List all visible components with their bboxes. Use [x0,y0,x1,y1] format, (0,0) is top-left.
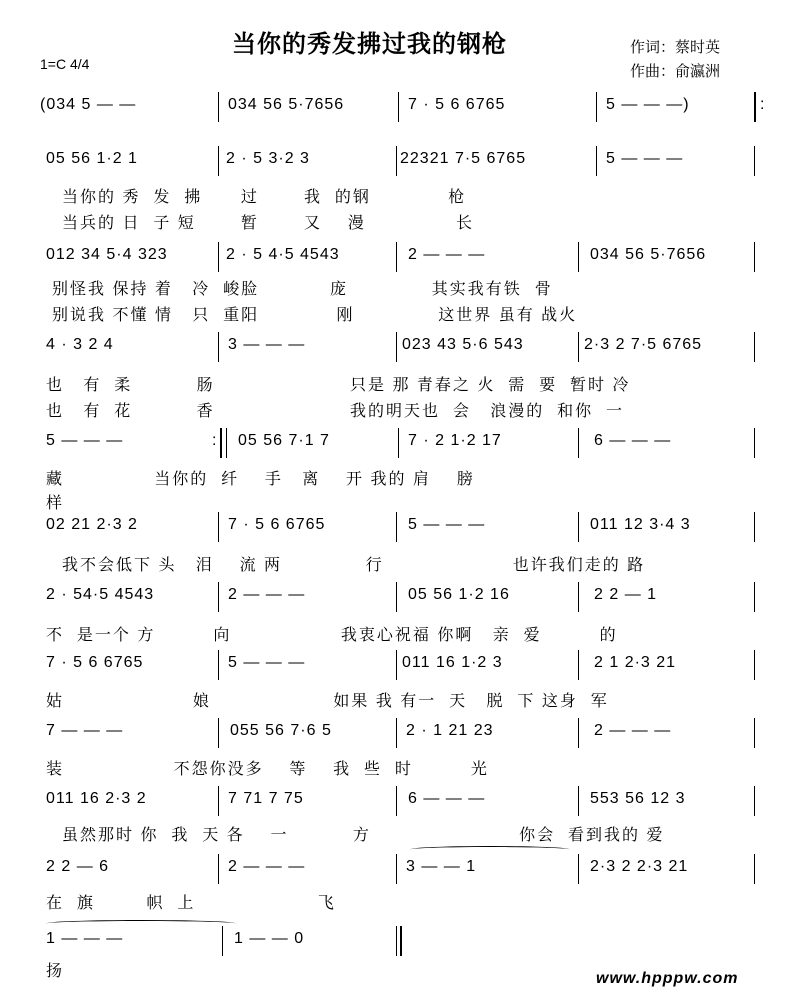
measure: 2 — — — [408,246,486,263]
lyric-line-verse1: 姑 娘 如果 我 有一 天 脱 下 这身 军 [46,693,609,710]
barline [396,512,397,542]
measure: 011 12 3·4 3 [590,516,691,533]
barline [218,650,219,680]
lyric-line-verse1: 我不会低下 头 泪 流 两 行 也许我们走的 路 [62,557,646,574]
measure: 012 34 5·4 323 [46,246,168,263]
lyric-line-verse1: 别怪我 保持 着 冷 峻脸 庞 其实我有铁 骨 [52,281,553,298]
lyric-line-verse1: 虽然那时 你 我 天 各 一 方 你会 看到我的 爱 [62,827,665,844]
measure: 034 56 5·7656 [228,96,345,113]
measure: 2 · 54·5 4543 [46,586,155,603]
measure: 055 56 7·6 5 [230,722,332,739]
measure: 7 · 5 6 6765 [408,96,506,113]
barline [754,242,755,272]
barline [398,428,399,458]
barline [396,786,397,816]
measure: 2 · 5 3·2 3 [226,150,310,167]
measure: 2 — — — [228,586,306,603]
barline [218,332,219,362]
composer-credit: 作曲：俞瀛洲 [630,63,721,80]
repeat-barline [754,92,756,122]
measure: 7 · 2 1·2 17 [408,432,502,449]
measure: 05 56 7·1 7 [238,432,330,449]
measure: 2 — — — [228,858,306,875]
watermark: www.hpppw.com [596,970,739,987]
repeat-dots: : [760,96,766,113]
key-signature: 1=C 4/4 [40,56,90,72]
barline [218,512,219,542]
barline [396,146,397,176]
barline [596,146,597,176]
lyricist-credit: 作词：蔡时英 [630,39,721,56]
barline [396,650,397,680]
measure: 034 56 5·7656 [590,246,707,263]
song-title: 当你的秀发拂过我的钢枪 [232,31,507,58]
measure: 3 — — 1 [406,858,477,875]
barline [396,854,397,884]
barline [578,650,579,680]
barline [218,786,219,816]
barline [578,512,579,542]
measure: 5 — — — [228,654,306,671]
repeat-barline [220,428,222,458]
final-barline-thick [400,926,402,956]
measure: 5 — — — [46,432,124,449]
barline [754,582,755,612]
lyric-line-verse1: 装 不怨你没多 等 我 些 时 光 [46,761,489,778]
lyric-line-verse1: 扬 [46,963,65,980]
measure: 05 56 1·2 16 [408,586,510,603]
measure: 6 — — — [408,790,486,807]
measure: 2 2 — 1 [594,586,658,603]
lyric-line-verse1: 不 是一个 方 向 我衷心祝福 你啊 亲 爱 的 [46,627,618,644]
barline [754,428,755,458]
measure: 2·3 2 7·5 6765 [584,336,703,353]
measure: 5 — — —) [606,96,690,113]
measure: 5 — — — [606,150,684,167]
barline [218,242,219,272]
measure: 2 · 1 21 23 [406,722,494,739]
barline [754,718,755,748]
barline [218,854,219,884]
final-barline-thin [396,926,397,956]
barline [754,146,755,176]
barline [578,582,579,612]
lyric-line-verse2: 样 [46,495,65,512]
lyric-line-verse2: 也 有 花 香 我的明天也 会 浪漫的 和你 一 [46,403,625,420]
barline [218,718,219,748]
lyric-line-verse2: 当兵的 日 子 短 暂 又 漫 长 [62,215,475,232]
measure: 2 — — — [594,722,672,739]
barline [754,512,755,542]
measure: 7 · 5 6 6765 [228,516,326,533]
barline [578,786,579,816]
barline [754,786,755,816]
measure: 7 — — — [46,722,124,739]
measure: 2 · 5 4·5 4543 [226,246,340,263]
tie [410,846,570,853]
barline [396,582,397,612]
lyric-line-verse1: 也 有 柔 肠 只是 那 青春之 火 需 要 暂时 冷 [46,377,631,394]
barline [396,718,397,748]
measure: 1 — — — [46,930,124,947]
barline [754,332,755,362]
measure: 2 1 2·3 21 [594,654,677,671]
measure: 5 — — — [408,516,486,533]
barline [578,428,579,458]
barline [398,92,399,122]
barline [578,718,579,748]
measure: 023 43 5·6 543 [402,336,524,353]
barline [396,242,397,272]
measure: 2 2 — 6 [46,858,110,875]
lyric-line-verse1: 当你的 秀 发 拂 过 我 的钢 枪 [62,189,467,206]
measure: 011 16 2·3 2 [46,790,147,807]
measure: 3 — — — [228,336,306,353]
measure: 05 56 1·2 1 [46,150,138,167]
measure: 7 · 5 6 6765 [46,654,144,671]
barline [578,242,579,272]
measure: 7 71 7 75 [228,790,304,807]
barline [578,854,579,884]
measure: 1 — — 0 [234,930,305,947]
barline [754,650,755,680]
barline [218,146,219,176]
lyric-line-verse1: 藏 当你的 纤 手 离 开 我的 肩 膀 [46,471,475,488]
measure: 2·3 2 2·3 21 [590,858,689,875]
tie [46,920,236,927]
lyric-line-verse2: 别说我 不懂 情 只 重阳 刚 这世界 虽有 战火 [52,307,578,324]
measure: 02 21 2·3 2 [46,516,138,533]
measure: 4 · 3 2 4 [46,336,114,353]
barline [596,92,597,122]
barline [578,332,579,362]
measure: 553 56 12 3 [590,790,686,807]
barline [218,582,219,612]
barline [222,926,223,956]
lyric-line-verse1: 在 旗 帜 上 飞 [46,895,336,912]
barline [396,332,397,362]
barline [754,854,755,884]
repeat-dots: : [212,432,218,449]
measure: 011 16 1·2 3 [402,654,503,671]
barline [218,92,219,122]
measure: 6 — — — [594,432,672,449]
barline [226,428,227,458]
measure: (034 5 — — [40,96,137,113]
measure: 22321 7·5 6765 [400,150,527,167]
